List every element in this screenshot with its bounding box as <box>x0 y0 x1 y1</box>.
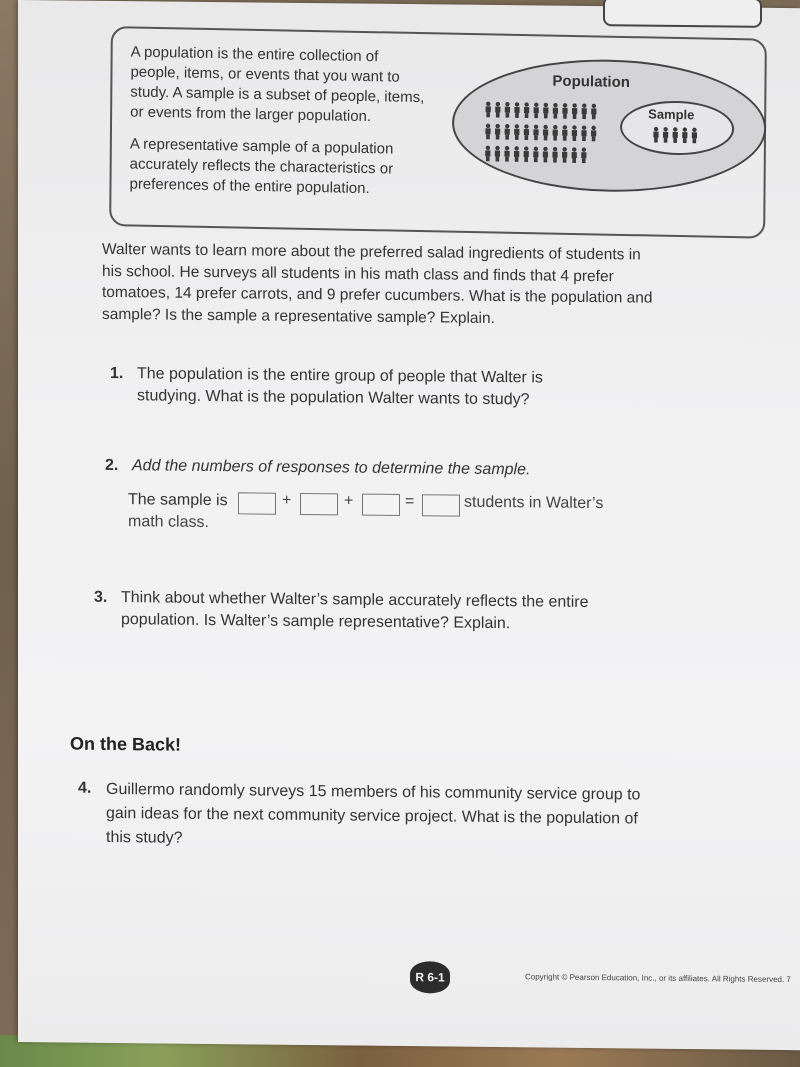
population-people-row-3 <box>484 145 602 167</box>
person-icon <box>692 128 697 144</box>
on-the-back-title: On the Back! <box>70 733 182 755</box>
copyright-text: Copyright © Pearson Education, Inc., or its affiliates. All Rights Reserved. 7 <box>525 972 791 985</box>
person-icon <box>495 102 500 118</box>
person-icon <box>572 147 577 163</box>
header-tab-box <box>603 0 762 28</box>
sample-box-total[interactable] <box>422 494 460 516</box>
question-text: Add the numbers of responses to determine the sample. <box>132 457 531 479</box>
people-icon-row <box>484 123 602 141</box>
sample-label: Sample <box>648 106 695 123</box>
person-icon <box>581 125 586 141</box>
person-icon <box>495 124 500 140</box>
person-icon <box>572 125 577 141</box>
population-people-row-2 <box>484 123 602 145</box>
person-icon <box>514 124 519 140</box>
plus-sign: + <box>282 491 292 509</box>
person-icon <box>653 127 658 143</box>
person-icon <box>562 147 567 163</box>
person-icon <box>543 147 548 163</box>
question-text: The population is the entire group of people that Walter is studying. What is the population Walter wants to study? <box>137 365 543 409</box>
plus-sign: + <box>344 492 354 510</box>
sample-box-tomatoes[interactable] <box>238 492 276 514</box>
equals-sign: = <box>405 493 415 511</box>
problem-prompt: Walter wants to learn more about the preferred salad ingredients of students in his school. He surveys all students in his math class and finds that 4 prefer tomatoes, 14 prefer carrots, and 9 prefer cucumbers. What is the population and sample? Is the sample a representative sample? Explain. <box>102 240 653 327</box>
question-4 <box>78 778 658 854</box>
person-icon <box>582 103 587 119</box>
person-icon <box>553 125 558 141</box>
person-icon <box>553 103 558 119</box>
definition-text <box>129 42 430 212</box>
question-number: 3. <box>94 588 108 606</box>
question-2 <box>105 455 585 482</box>
question-text: Guillermo randomly surveys 15 members of his community service group to gain ideas for the next community service project. What is the population of this study? <box>106 780 641 847</box>
person-icon <box>495 146 500 162</box>
question-number: 2. <box>105 456 119 475</box>
person-icon <box>572 103 577 119</box>
sample-prefix: The sample is <box>128 491 228 510</box>
person-icon <box>524 146 529 162</box>
person-icon <box>485 146 490 162</box>
sample-suffix: students in Walter’s <box>464 493 604 513</box>
representative-definition: A representative sample of a population accurately reflects the characteristics or preferences of the entire population. <box>129 135 394 198</box>
person-icon <box>505 124 510 140</box>
person-icon <box>682 127 687 143</box>
sample-people <box>652 127 702 148</box>
sample-box-carrots[interactable] <box>300 493 338 515</box>
person-icon <box>514 146 519 162</box>
person-icon <box>543 103 548 119</box>
person-icon <box>581 147 586 163</box>
people-icon-row <box>652 127 702 144</box>
person-icon <box>486 102 491 118</box>
person-icon <box>591 126 596 142</box>
person-icon <box>534 103 539 119</box>
lesson-badge: R 6-1 <box>410 961 450 993</box>
people-icon-row <box>484 145 602 163</box>
person-icon <box>543 125 548 141</box>
sample-box-cucumbers[interactable] <box>362 494 400 516</box>
person-icon <box>562 125 567 141</box>
person-icon <box>562 103 567 119</box>
person-icon <box>552 147 557 163</box>
sample-suffix-line2: math class. <box>128 513 209 531</box>
question-text: Think about whether Walter’s sample accurately reflects the entire population. Is Walter’s sample representative? Explain. <box>121 589 589 633</box>
definition-box <box>109 26 767 239</box>
person-icon <box>514 102 519 118</box>
person-icon <box>485 124 490 140</box>
population-people-row-1 <box>484 101 602 123</box>
person-icon <box>524 124 529 140</box>
person-icon <box>663 127 668 143</box>
question-number: 1. <box>110 364 124 383</box>
person-icon <box>524 102 529 118</box>
population-definition: A population is the entire collection of people, items, or events that you want to study. A sample is a subset of people, items, or events from the larger population. <box>130 43 425 126</box>
people-icon-row <box>484 101 602 119</box>
person-icon <box>673 127 678 143</box>
population-label: Population <box>552 72 631 92</box>
person-icon <box>505 102 510 118</box>
question-3 <box>94 587 654 637</box>
question-number: 4. <box>78 779 92 797</box>
person-icon <box>591 104 596 120</box>
person-icon <box>533 125 538 141</box>
person-icon <box>504 146 509 162</box>
question-1 <box>110 363 590 412</box>
person-icon <box>533 147 538 163</box>
worksheet-page <box>18 0 800 1050</box>
